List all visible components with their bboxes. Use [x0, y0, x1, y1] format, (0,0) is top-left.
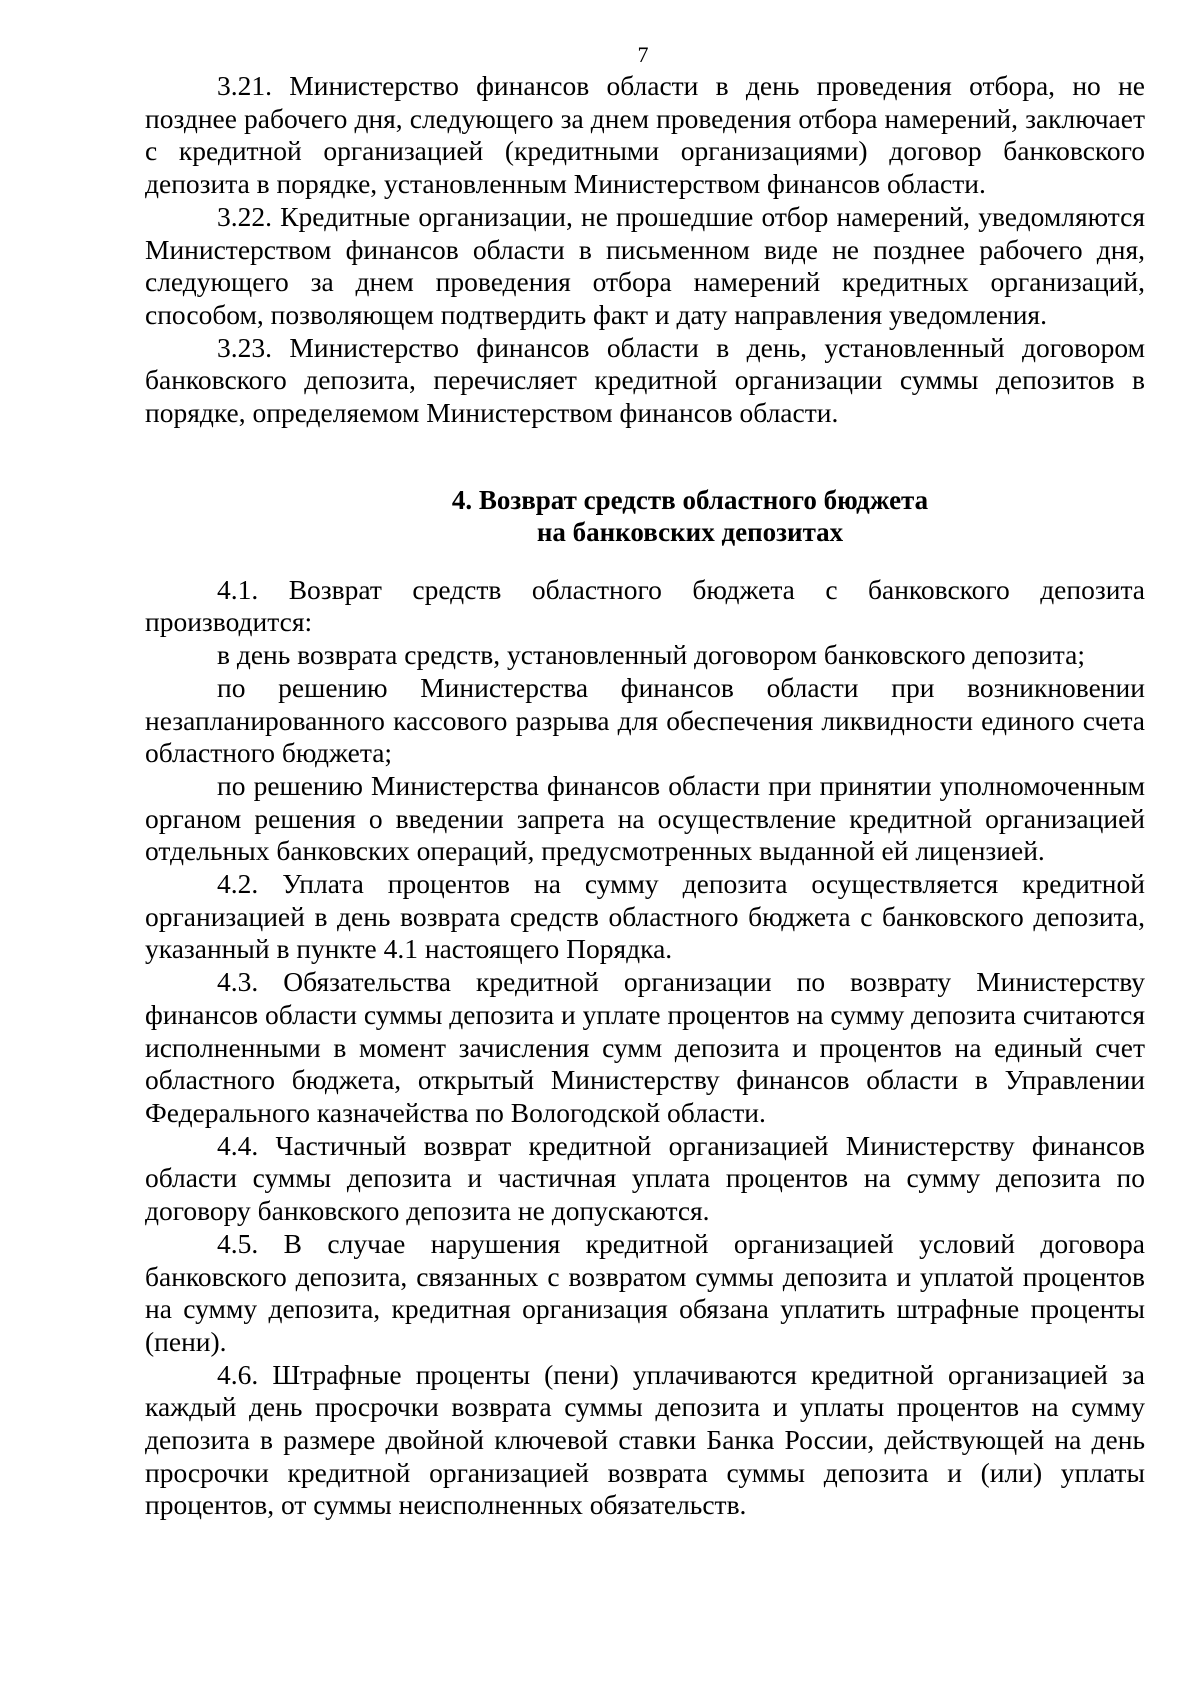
paragraph-4-5: 4.5. В случае нарушения кредитной организацией условий договора банковского депозита, связанных с возвратом суммы депозита и уплатой процентов на сумму депозита, кредитная организация обязана уплатить штрафные проценты (пени).: [145, 1227, 1145, 1357]
paragraph-4-3: 4.3. Обязательства кредитной организации по возврату Министерству финансов области суммы депозита и уплате процентов на сумму депозита считаются исполненными в момент зачисления сумм депозита и процентов на единый счет областного бюджета, открытый Министерству финансов области в Управлении Федерального казначейства по Вологодской области.: [145, 966, 1145, 1128]
paragraph-4-1: 4.1. Возврат средств областного бюджета с банковского депозита производится:: [145, 573, 1145, 638]
page-number: 7: [637, 42, 649, 67]
section-spacer: [145, 430, 1145, 484]
paragraph-4-6: 4.6. Штрафные проценты (пени) уплачиваются кредитной организацией за каждый день просрочки возврата суммы депозита и уплаты процентов на сумму депозита в размере двойной ключевой ставки Банка России, действующей на день просрочки кредитной организацией возврата суммы депозита и (или) уплаты процентов, от суммы неисполненных обязательств.: [145, 1358, 1145, 1521]
paragraph-4-1-item-1: в день возврата средств, установленный договором банковского депозита;: [217, 639, 1085, 671]
paragraph-4-1-item-3: по решению Министерства финансов области при принятии уполномоченным органом решения о введении запрета на осуществление кредитной организацией отдельных банковских операций, предусмотренных выданной ей лицензией.: [145, 769, 1145, 867]
paragraph-3-21: 3.21. Министерство финансов области в день проведения отбора, но не позднее рабочего дня, следующего за днем проведения отбора намерений, заключает с кредитной организацией (кредитными организациями) договор банковского депозита в порядке, установленным Министерством финансов области.: [145, 70, 1145, 200]
paragraph-3-22: 3.22. Кредитные организации, не прошедшие отбор намерений, уведомляются Министерством финансов области в письменном виде не позднее рабочего дня, следующего за днем проведения отбора намерений кредитных организаций, способом, позволяющем подтвердить факт и дату направления уведомления.: [145, 200, 1145, 330]
section-4-heading: [145, 484, 1145, 548]
heading-spacer: [145, 548, 1145, 574]
paragraph-3-23: 3.23. Министерство финансов области в день, установленный договором банковского депозита, перечисляет кредитной организации суммы депозитов в порядке, определяемом Министерством финансов области.: [145, 331, 1145, 429]
section-4-heading-line-1: 4. Возврат средств областного бюджета: [451, 484, 929, 515]
paragraph-4-2: 4.2. Уплата процентов на сумму депозита осуществляется кредитной организацией в день возврата средств областного бюджета с банковского депозита, указанный в пункте 4.1 настоящего Порядка.: [145, 868, 1145, 965]
section-4-heading-line-2: на банковских депозитах: [536, 516, 844, 547]
paragraph-4-4: 4.4. Частичный возврат кредитной организацией Министерству финансов области суммы депозита и частичная уплата процентов на сумму депозита по договору банковского депозита не допускаются.: [145, 1129, 1145, 1227]
paragraph-4-1-item-2: по решению Министерства финансов области при возникновении незапланированного кассового разрыва для обеспечения ликвидности единого счета областного бюджета;: [145, 671, 1145, 769]
document-body: [145, 70, 1145, 1522]
